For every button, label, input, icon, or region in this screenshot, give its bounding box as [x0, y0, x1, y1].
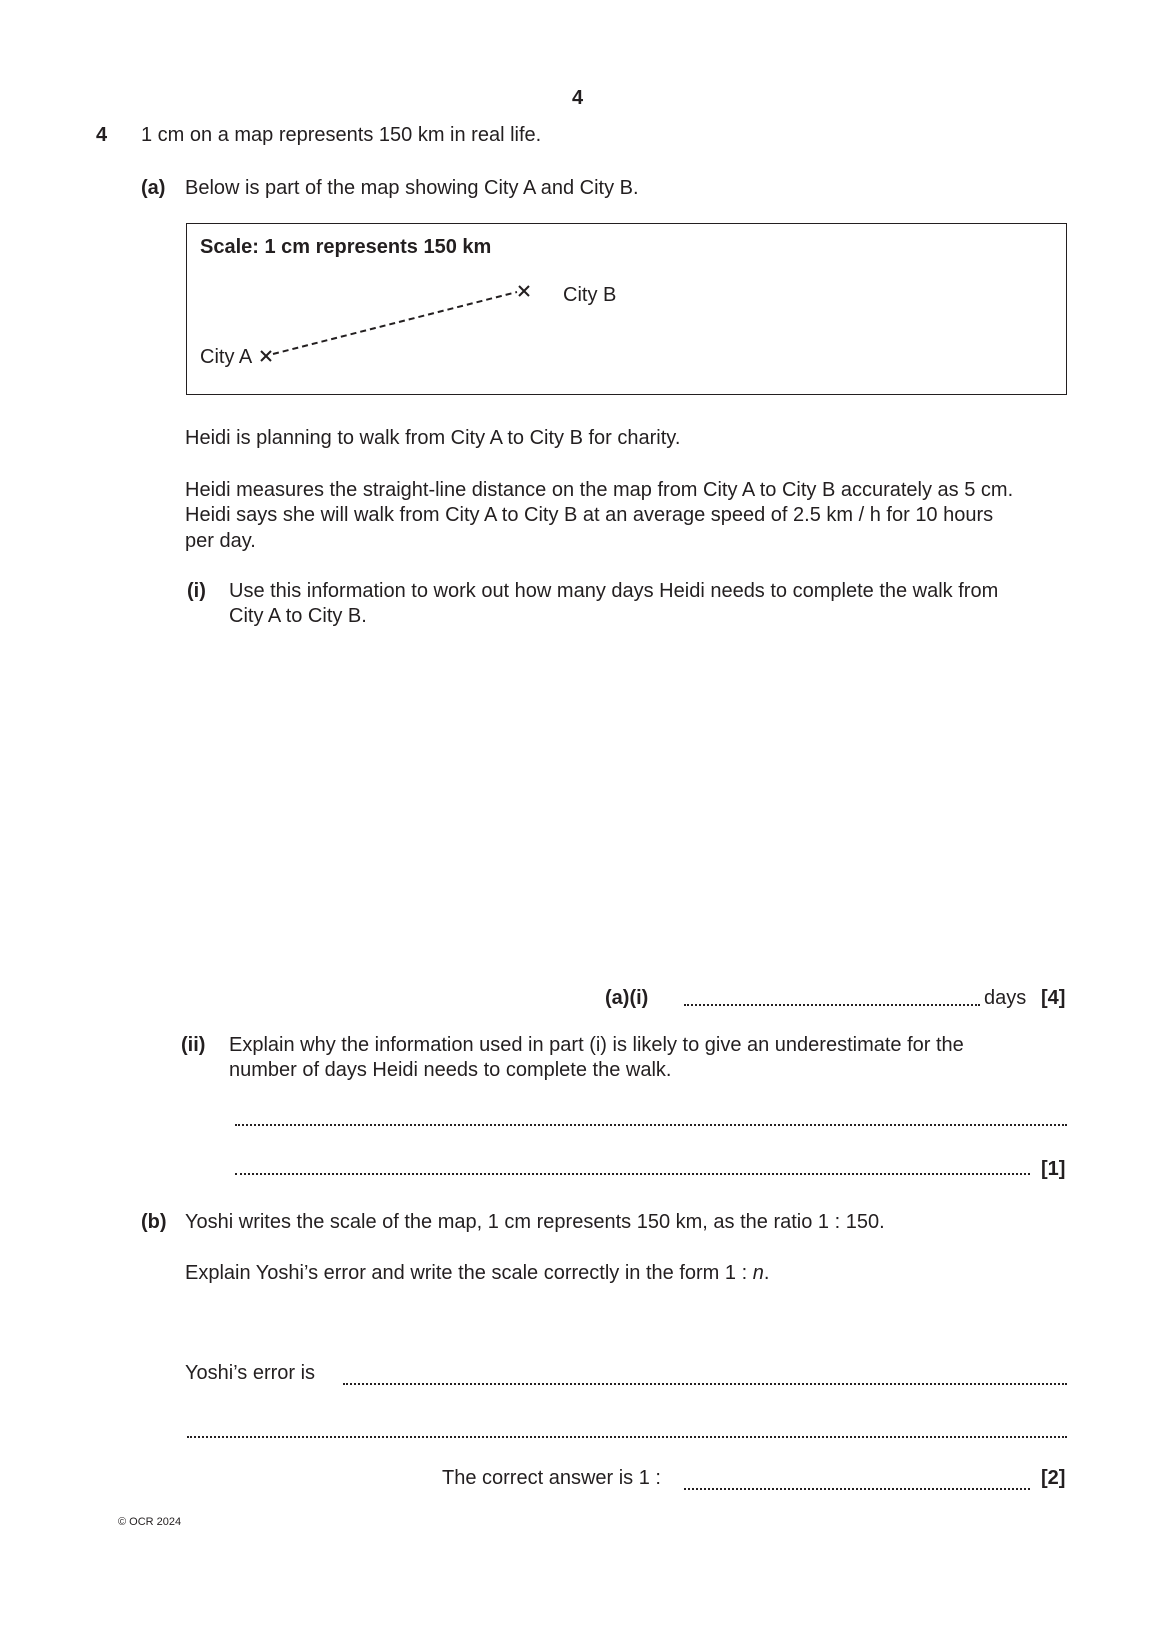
map-scale-label: Scale: 1 cm represents 150 km	[200, 236, 492, 258]
sub-ii-text: Explain why the information used in part (i) is likely to give an underestimate for the	[229, 1034, 964, 1056]
map-figure	[186, 223, 1067, 395]
answer-b-error-line-1[interactable]	[343, 1383, 1067, 1385]
answer-b-error-line-2[interactable]	[187, 1436, 1067, 1438]
correct-answer-label: The correct answer is 1 :	[442, 1467, 661, 1489]
page-number: 4	[572, 87, 584, 109]
city-a-label: City A	[200, 346, 253, 368]
sub-i-text-line-2: City A to City B.	[229, 605, 367, 627]
sub-ii-label: (ii)	[181, 1034, 206, 1056]
answer-a-ii-line-1[interactable]	[235, 1124, 1067, 1126]
part-b-instruction: Explain Yoshi’s error and write the scale correctly in the form 1 :	[185, 1262, 753, 1284]
sub-i-text-line-1: Use this information to work out how many days Heidi needs to complete the walk from	[229, 580, 999, 602]
context-paragraph-2-line-1: Heidi measures the straight-line distance on the map from City A to City B accurately as 5 cm.	[185, 479, 1014, 501]
marks-a-ii: [1]	[1041, 1158, 1066, 1180]
error-label: Yoshi’s error is	[185, 1362, 316, 1384]
part-b-text-line-2	[185, 1261, 769, 1285]
sub-ii-text-line-1	[229, 1033, 964, 1057]
city-b-label: City B	[563, 284, 617, 306]
copyright-footer: © OCR 2024	[118, 1516, 182, 1528]
part-b-label: (b)	[141, 1211, 167, 1233]
answer-a-ii-line-2[interactable]	[235, 1173, 1030, 1175]
answer-b-ratio-line[interactable]	[684, 1488, 1030, 1490]
part-a-label: (a)	[141, 177, 166, 199]
context-paragraph-2-line-3: per day.	[185, 530, 256, 552]
sub-i-label: (i)	[187, 580, 206, 602]
context-paragraph-1: Heidi is planning to walk from City A to City B for charity.	[185, 427, 681, 449]
map-dashed-route	[187, 224, 1068, 396]
period: .	[763, 1262, 770, 1284]
context-paragraph-2-line-2: Heidi says she will walk from City A to City B at an average speed of 2.5 km / h for 10 hours	[185, 504, 994, 526]
question-number: 4	[96, 124, 108, 146]
answer-a-i-label: (a)(i)	[605, 987, 649, 1009]
part-b-text-line-1: Yoshi writes the scale of the map, 1 cm represents 150 km, as the ratio 1 : 150.	[185, 1211, 885, 1233]
variable-n: n	[752, 1262, 764, 1284]
sub-ii-text-line-2: number of days Heidi needs to complete the walk.	[229, 1059, 672, 1081]
marks-a-i: [4]	[1041, 987, 1066, 1009]
marks-b: [2]	[1041, 1467, 1066, 1489]
answer-a-i-line[interactable]	[684, 1004, 980, 1006]
part-a-intro: Below is part of the map showing City A and City B.	[185, 177, 639, 199]
answer-a-i-unit: days	[984, 987, 1027, 1009]
question-stem: 1 cm on a map represents 150 km in real life.	[141, 124, 542, 146]
